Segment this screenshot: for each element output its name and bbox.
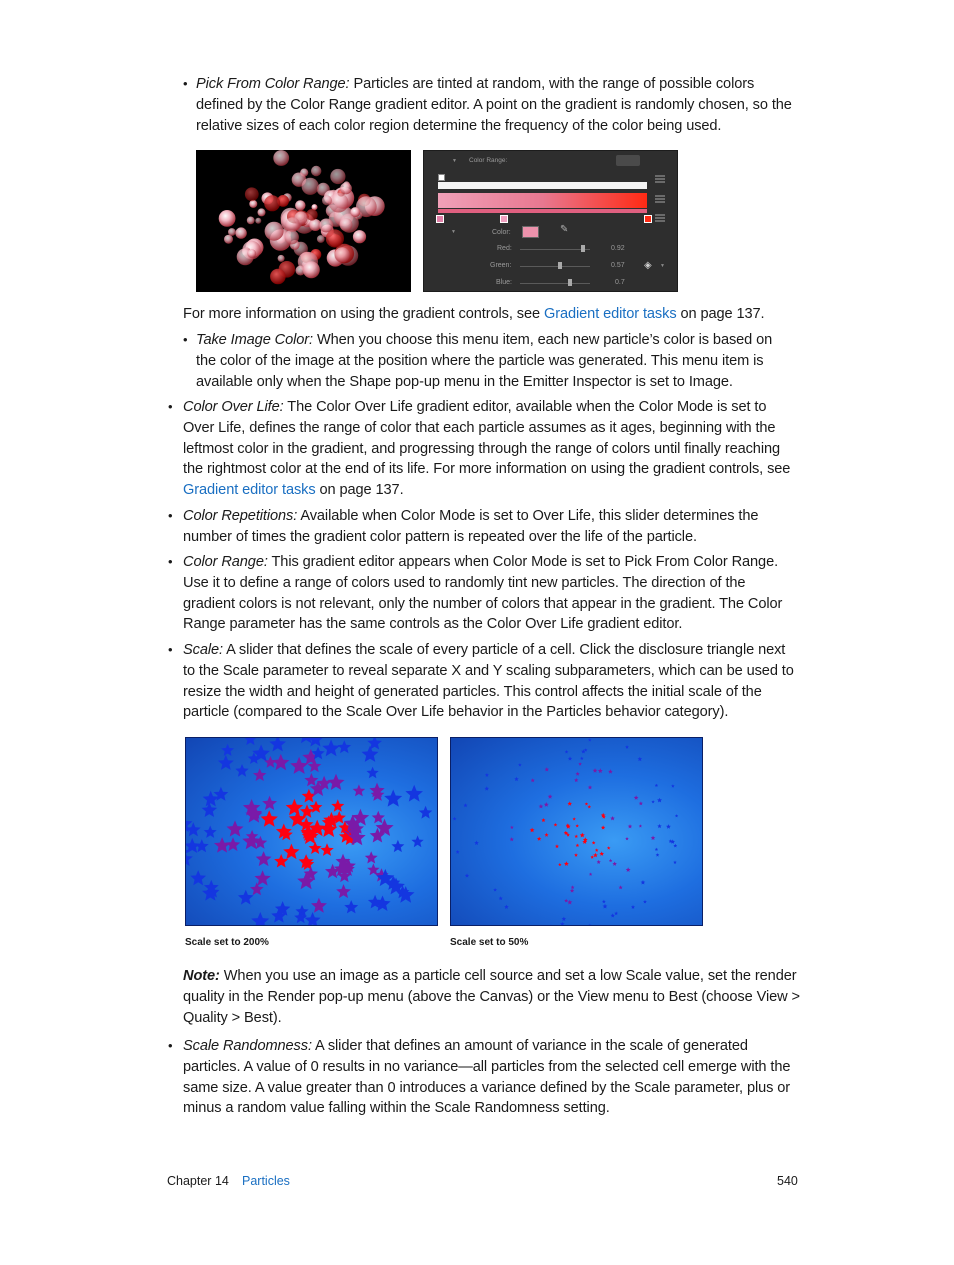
color-well[interactable] [522, 226, 539, 238]
green-value[interactable]: 0.57 [611, 262, 625, 269]
star-particle [574, 835, 578, 838]
bullet-mark: • [183, 76, 188, 91]
star-particle [384, 790, 402, 807]
star-particle [673, 861, 677, 864]
star-particle [504, 905, 509, 909]
star-particle [657, 824, 661, 828]
star-particle [626, 867, 631, 872]
particle [285, 217, 299, 231]
star-particle [190, 870, 206, 885]
star-particle [608, 769, 613, 773]
star-particle [320, 843, 333, 856]
blue-slider-knob[interactable] [568, 279, 572, 286]
particle [255, 218, 261, 224]
star-particle [595, 848, 599, 851]
blue-value[interactable]: 0.7 [615, 279, 625, 286]
star-particle [597, 860, 601, 864]
star-particle [588, 785, 592, 789]
particles-svg [196, 150, 411, 292]
star-particle [589, 873, 592, 876]
bullet-mark: • [168, 642, 173, 657]
star-particle [655, 784, 659, 787]
star-particle [253, 768, 266, 781]
body-text: Particles are tinted at random, with the range of possible colors defined by the Color Range gradient editor. A point on the gradient is randomly chosen, so the relative sizes of each color region determine the frequency of the color being used. [196, 76, 792, 134]
star-particle [514, 777, 519, 781]
star-particle [465, 873, 469, 877]
star-particle [530, 828, 535, 833]
color-label: Color: [492, 229, 511, 236]
star-particle [419, 806, 433, 819]
color-range-particles-render [196, 150, 411, 292]
bullet-mark: • [168, 554, 173, 569]
star-particle [656, 853, 660, 857]
tag-options-icon[interactable] [655, 214, 665, 222]
red-slider[interactable] [520, 249, 590, 250]
term: Color Range: [183, 554, 268, 570]
star-particle [614, 911, 618, 915]
take-image-color-paragraph [196, 330, 796, 392]
star-particle [493, 888, 497, 892]
body-text: This gradient editor appears when Color Mode is set to Pick From Color Range. Use it to define a range of colors used to randomly tint new particles. The direction of the gradient colors is not relevant, only the number of colors that appear in the gradient. The Color Range parameter has the same controls as the Color Over Life gradient editor. [183, 554, 783, 633]
star-particle [599, 851, 604, 855]
particle [235, 227, 246, 238]
star-particle [631, 905, 635, 909]
star-particle [286, 799, 303, 816]
body-text: A slider that defines an amount of variance in the scale of generated particles. A value of 0 results in no variance—all particles from the selected cell emerge with the same size. A value greater than 0 introduces a variance defined by the Scale parameter, plus or minus a random value falling within the Scale Randomness setting. [183, 1038, 791, 1117]
star-particle [367, 767, 379, 779]
particle [334, 247, 349, 262]
opacity-bar[interactable] [438, 182, 647, 189]
star-particle [580, 757, 584, 760]
particle [322, 195, 332, 205]
particle [350, 207, 360, 217]
star-particle [272, 754, 289, 770]
star-particle [573, 817, 576, 820]
particle [329, 193, 349, 213]
color-range-paragraph [183, 552, 797, 635]
caption-scale-50: Scale set to 50% [450, 937, 529, 948]
color-repetitions-paragraph [183, 506, 797, 548]
star-particle [336, 884, 351, 898]
star-particle [639, 801, 643, 805]
star-particle [625, 745, 629, 749]
star-particle [628, 824, 633, 828]
particle [258, 208, 266, 216]
term: Color Over Life: [183, 399, 284, 415]
text: For more information on using the gradient controls, see [183, 306, 544, 322]
body-text: The Color Over Life gradient editor, available when the Color Mode is set to Over Life, defines the range of color that each particle assumes as it ages, beginning with the leftmost color in the gradient, and progressing through the range of colors until finally reaching the rightmost color at the end of its life. For more information on using the gradient controls, see [183, 399, 791, 478]
star-particle [485, 773, 489, 777]
star-particle [531, 778, 535, 782]
star-particle [592, 841, 596, 845]
color-tag-left[interactable] [436, 215, 444, 223]
particle [311, 166, 321, 176]
star-particle [353, 784, 366, 796]
star-particle [302, 789, 316, 803]
star-particle [405, 785, 423, 802]
star-particle [666, 824, 671, 829]
star-particle [548, 794, 553, 799]
animation-menu-icon[interactable]: ▼ [660, 263, 665, 269]
star-particle [453, 817, 457, 821]
star-particle [510, 826, 514, 830]
star-particle [634, 795, 639, 800]
star-particle [325, 864, 340, 878]
star-particle [590, 855, 594, 859]
star-particle [372, 811, 385, 824]
term: Pick From Color Range: [196, 76, 350, 92]
star-particle [362, 746, 379, 762]
bullet-mark: • [168, 508, 173, 523]
star-particle [657, 798, 662, 803]
footer-chapter: Chapter 14 [167, 1174, 229, 1188]
star-particle [391, 840, 404, 852]
star-particle [598, 768, 603, 773]
blue-label: Blue: [496, 279, 512, 286]
star-particle [244, 738, 257, 745]
star-particle [283, 844, 299, 860]
scale-200-render [185, 737, 438, 926]
body-text: A slider that defines the scale of every particle of a cell. Click the disclosure triangle next to the Scale parameter to reveal separate X and Y scaling subparameters, which can be used to resize the width and height of generated particles. This control affects the initial scale of the particle (compared to the Scale Over Life behavior in the Particles behavior category). [183, 642, 794, 721]
star-particle [537, 837, 541, 841]
star-particle [499, 896, 503, 900]
preset-menu-button[interactable] [616, 155, 640, 166]
text: on page 137. [315, 482, 404, 499]
color-range-label: Color Range: [469, 157, 508, 164]
star-particle [576, 772, 580, 776]
stars-large-svg [186, 738, 438, 926]
star-particle [673, 844, 677, 848]
star-particle [539, 804, 544, 808]
star-particle [510, 837, 514, 841]
star-particle [588, 738, 592, 741]
particle [273, 150, 289, 166]
term: Color Repetitions: [183, 508, 298, 524]
star-particle [571, 885, 575, 889]
star-particle [474, 841, 479, 846]
star-particle [250, 882, 264, 895]
star-particle [186, 851, 193, 866]
particle [247, 249, 256, 258]
star-particle [564, 861, 569, 866]
particle [249, 200, 257, 208]
particle [228, 228, 236, 236]
keyframe-diamond-icon[interactable]: ◈ [644, 260, 652, 271]
particle [247, 217, 255, 225]
star-particle [641, 880, 646, 885]
star-particle [331, 799, 344, 811]
particle [306, 209, 318, 221]
scale-randomness-paragraph [183, 1036, 797, 1119]
blue-slider[interactable] [520, 283, 590, 284]
star-particle [607, 846, 611, 849]
particle [317, 235, 325, 243]
star-particle [585, 802, 589, 805]
star-particle [328, 774, 345, 790]
gradient-preview-strip [438, 209, 647, 213]
star-particle [670, 839, 675, 843]
star-particle [619, 885, 623, 889]
star-particle [576, 824, 579, 827]
star-particle [560, 922, 565, 926]
star-particle [544, 802, 549, 807]
color-over-life-paragraph [183, 397, 797, 501]
particle-group [219, 150, 385, 284]
scale-paragraph [183, 640, 797, 723]
star-particle [274, 854, 288, 868]
eyedropper-icon[interactable]: ✎ [560, 224, 569, 235]
green-label: Green: [490, 262, 512, 269]
body-text: Available when Color Mode is set to Over Life, this slider determines the number of times the gradient color pattern is repeated over the life of the particle. [183, 508, 759, 545]
bullet-mark: • [168, 1038, 173, 1053]
star-group [453, 738, 679, 926]
color-disclosure-icon[interactable]: ▼ [451, 229, 456, 235]
red-slider-knob[interactable] [581, 245, 585, 252]
star-particle [218, 755, 234, 770]
particle [285, 230, 299, 244]
star-particle [261, 810, 278, 826]
red-label: Red: [497, 245, 512, 252]
particle [224, 235, 233, 244]
footer-page-number: 540 [777, 1174, 798, 1188]
star-particle [651, 800, 654, 803]
red-value[interactable]: 0.92 [611, 245, 625, 252]
star-particle [518, 763, 522, 766]
green-slider[interactable] [520, 266, 590, 267]
star-particle [612, 862, 617, 866]
star-particle [344, 900, 358, 913]
star-particle [294, 911, 307, 923]
gradient-editor-tasks-link[interactable]: Gradient editor tasks [543, 306, 677, 322]
star-particle [675, 814, 678, 817]
star-particle [309, 842, 322, 855]
particle [278, 255, 285, 262]
star-group [186, 738, 432, 926]
star-particle [549, 924, 554, 926]
star-particle [610, 816, 615, 820]
star-particle [456, 850, 460, 854]
star-particle [638, 757, 643, 761]
star-particle [643, 900, 647, 904]
text: on page 137. [676, 306, 765, 322]
star-particle [570, 888, 574, 892]
star-particle [214, 837, 230, 853]
opacity-tag[interactable] [438, 174, 445, 181]
star-particle [562, 917, 567, 921]
pick-from-color-range-paragraph [196, 74, 796, 136]
footer-section-link[interactable]: Particles [242, 1174, 290, 1188]
disclosure-triangle-icon[interactable]: ▼ [452, 158, 457, 164]
star-particle [545, 767, 550, 771]
star-particle [601, 825, 605, 829]
star-particle [611, 913, 615, 917]
star-particle [221, 744, 234, 756]
star-particle [574, 778, 578, 782]
star-particle [564, 899, 568, 903]
star-particle [269, 738, 286, 751]
particle [340, 218, 353, 231]
star-particle [603, 904, 608, 909]
star-particle [671, 784, 675, 787]
star-particle [625, 837, 629, 840]
term: Take Image Color: [196, 332, 314, 348]
particle [245, 187, 259, 201]
particle [303, 261, 320, 278]
particle [264, 195, 280, 211]
star-particle [311, 898, 327, 913]
star-particle [322, 740, 340, 757]
star-particle [578, 762, 582, 765]
color-range-inspector-panel [423, 150, 678, 292]
star-particle [204, 826, 217, 838]
star-particle [567, 900, 572, 905]
stars-small-svg [451, 738, 703, 926]
green-slider-knob[interactable] [558, 262, 562, 269]
particle [265, 222, 284, 241]
star-particle [485, 786, 490, 790]
term: Scale Randomness: [183, 1038, 312, 1054]
term: Scale: [183, 642, 223, 658]
gradient-options-icon[interactable] [655, 195, 665, 203]
star-particle [235, 764, 248, 777]
star-particle [541, 818, 545, 822]
star-particle [411, 835, 423, 847]
star-particle [304, 773, 318, 786]
star-particle [655, 848, 659, 851]
star-particle [574, 853, 578, 857]
star-particle [558, 863, 561, 866]
star-particle [555, 844, 559, 848]
star-particle [463, 803, 467, 807]
star-particle [602, 900, 606, 904]
star-particle [238, 890, 254, 905]
star-particle [576, 844, 580, 848]
star-particle [338, 740, 352, 753]
bullet-mark: • [168, 399, 173, 414]
add-tag-icon[interactable] [655, 175, 665, 183]
star-particle [609, 859, 613, 862]
star-particle [365, 851, 378, 863]
star-particle [580, 833, 585, 838]
color-tag-right[interactable] [644, 215, 652, 223]
star-particle [588, 805, 592, 809]
body-text: When you use an image as a particle cell source and set a low Scale value, set the render quality in the Render pop-up menu (above the Canvas) or the View menu to Best (choose View > Quality > Best). [183, 968, 800, 1026]
scale-50-render [450, 737, 703, 926]
star-particle [256, 851, 272, 866]
particle [270, 269, 286, 285]
body-text: When you choose this menu item, each new particle’s color is based on the color of the image at the position where the particle was generated. This menu item is available only when the Shape pop-up menu in the Emitter Inspector is set to Image. [196, 332, 773, 390]
color-tag-middle[interactable] [500, 215, 508, 223]
color-gradient-bar[interactable] [438, 193, 647, 208]
caption-scale-200: Scale set to 200% [185, 937, 269, 948]
particle [330, 169, 345, 184]
star-particle [593, 768, 598, 773]
particle [353, 230, 366, 243]
star-particle [290, 757, 308, 774]
star-particle [639, 824, 642, 827]
particle [219, 210, 236, 227]
star-particle [544, 833, 548, 837]
particle [326, 229, 344, 247]
star-particle [651, 836, 656, 841]
note-label: Note: [183, 968, 220, 984]
star-particle [305, 912, 321, 926]
star-particle [588, 924, 591, 926]
gradient-more-info-paragraph [183, 304, 803, 325]
star-particle [568, 801, 573, 805]
particle [295, 200, 305, 210]
particle [302, 178, 319, 195]
star-particle [262, 796, 277, 810]
star-particle [264, 756, 276, 768]
particle [340, 183, 352, 195]
note-paragraph [183, 966, 803, 1028]
star-particle [554, 823, 558, 827]
bullet-mark: • [183, 332, 188, 347]
star-particle [565, 750, 569, 754]
star-particle [251, 912, 269, 926]
gradient-editor-tasks-link[interactable]: Gradient editor tasks [183, 482, 316, 499]
star-particle [568, 756, 572, 760]
star-particle [227, 820, 244, 836]
